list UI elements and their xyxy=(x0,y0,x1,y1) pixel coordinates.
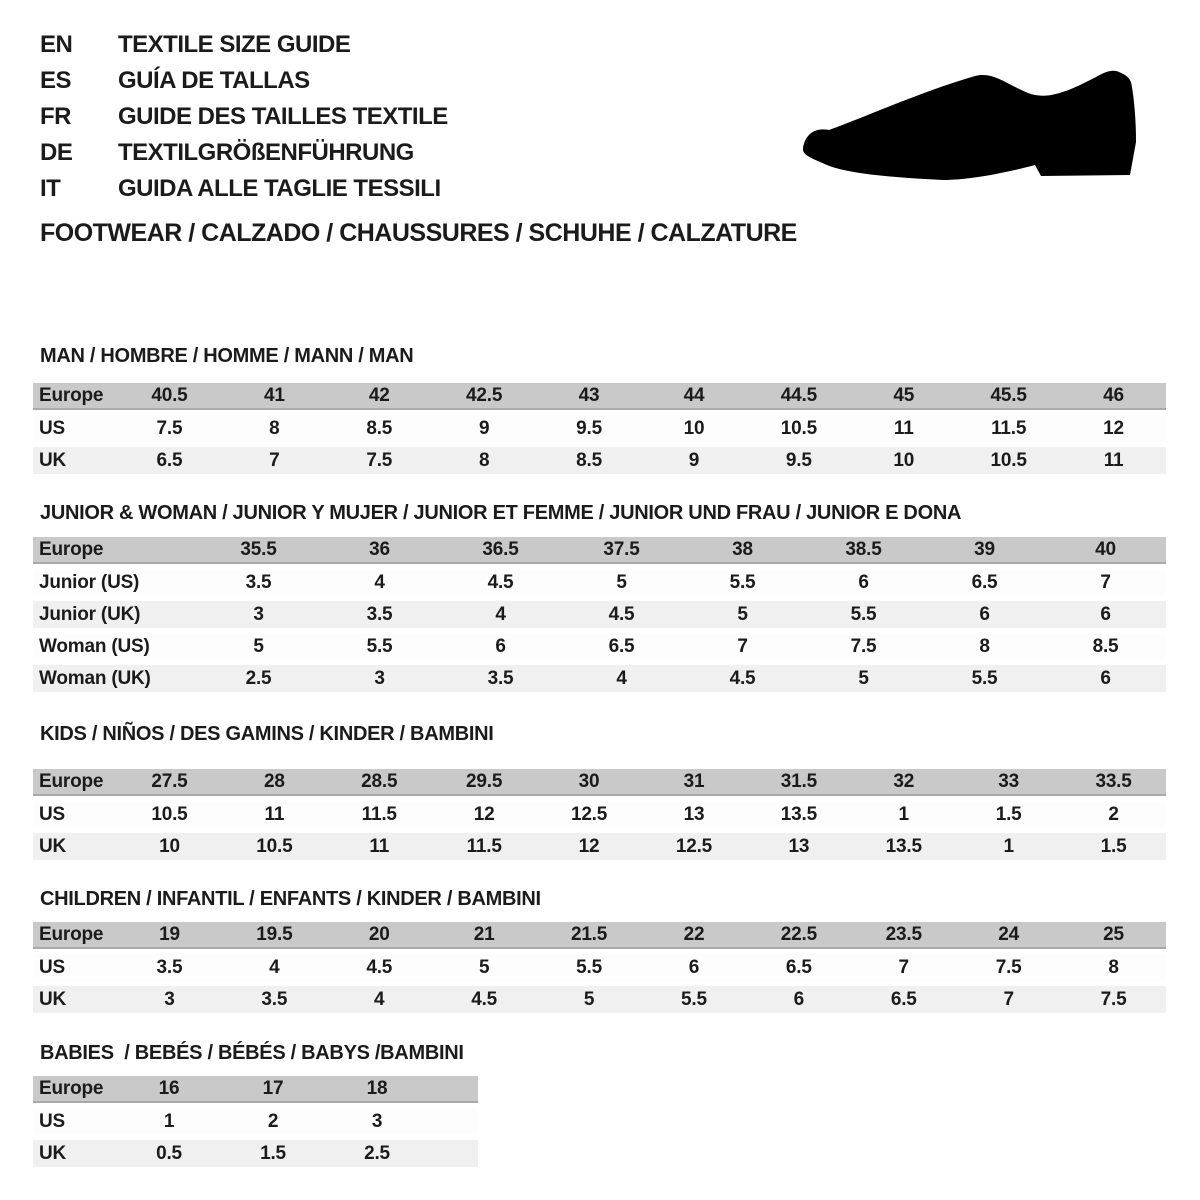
size-cell: 7 xyxy=(269,450,280,471)
category-heading: FOOTWEAR / CALZADO / CHAUSSURES / SCHUHE / CALZATURE xyxy=(40,219,797,247)
row-label: US xyxy=(39,957,65,978)
section-title-junior-woman: JUNIOR & WOMAN / JUNIOR Y MUJER / JUNIOR ET FEMME / JUNIOR UND FRAU / JUNIOR E DONA xyxy=(40,502,962,524)
size-cell: 8.5 xyxy=(1092,636,1119,657)
row-label: UK xyxy=(39,836,67,857)
table-row xyxy=(33,1108,478,1135)
size-cell: 35.5 xyxy=(240,539,277,560)
table-row xyxy=(33,1140,478,1167)
size-cell: 37.5 xyxy=(603,539,640,560)
size-cell: 33.5 xyxy=(1095,771,1132,792)
size-cell: 6.5 xyxy=(156,450,183,471)
size-cell: 1 xyxy=(1003,836,1014,857)
size-cell: 11 xyxy=(264,804,285,825)
size-table-children xyxy=(33,922,1166,1018)
size-cell: 7 xyxy=(737,636,748,657)
size-cell: 40.5 xyxy=(151,385,188,406)
size-cell: 13 xyxy=(683,804,705,825)
size-cell: 7.5 xyxy=(366,450,393,471)
size-cell: 13.5 xyxy=(885,836,922,857)
size-cell: 2.5 xyxy=(245,668,272,689)
size-cell: 42.5 xyxy=(466,385,503,406)
language-label: GUIDE DES TAILLES TEXTILE xyxy=(118,103,448,130)
table-row xyxy=(33,769,1166,796)
size-cell: 10.5 xyxy=(256,836,293,857)
size-cell: 6.5 xyxy=(785,957,812,978)
size-cell: 12 xyxy=(578,836,600,857)
size-cell: 45 xyxy=(893,385,915,406)
size-cell: 2 xyxy=(1108,804,1119,825)
language-title-block xyxy=(40,27,448,207)
section-title-man: MAN / HOMBRE / HOMME / MANN / MAN xyxy=(40,345,414,367)
language-code: DE xyxy=(40,139,73,166)
language-code: FR xyxy=(40,103,71,130)
size-cell: 23.5 xyxy=(885,924,922,945)
size-cell: 4.5 xyxy=(487,572,514,593)
table-row xyxy=(33,537,1166,564)
size-cell: 6.5 xyxy=(971,572,998,593)
size-cell: 38.5 xyxy=(845,539,882,560)
row-label: Europe xyxy=(39,539,104,560)
size-cell: 5 xyxy=(616,572,627,593)
size-cell: 2 xyxy=(267,1111,279,1132)
row-label: Europe xyxy=(39,771,104,792)
row-label: Junior (US) xyxy=(39,572,140,593)
size-cell: 6.5 xyxy=(890,989,917,1010)
size-cell: 5.5 xyxy=(576,957,602,978)
size-cell: 42 xyxy=(368,385,390,406)
size-cell: 13.5 xyxy=(780,804,817,825)
size-cell: 4 xyxy=(269,957,280,978)
table-row xyxy=(33,801,1166,828)
size-cell: 40 xyxy=(1095,539,1116,560)
table-row xyxy=(33,569,1166,596)
section-title-kids: KIDS / NIÑOS / DES GAMINS / KINDER / BAMBINI xyxy=(40,723,494,745)
size-cell: 7.5 xyxy=(850,636,877,657)
size-cell: 16 xyxy=(158,1078,180,1099)
size-cell: 7.5 xyxy=(995,957,1022,978)
size-cell: 11.5 xyxy=(361,804,397,825)
table-row xyxy=(33,1076,478,1103)
size-cell: 28.5 xyxy=(361,771,398,792)
size-cell: 10 xyxy=(683,418,705,439)
section-title-children: CHILDREN / INFANTIL / ENFANTS / KINDER / BAMBINI xyxy=(40,888,541,910)
language-row-es xyxy=(40,63,448,99)
dress-shoe-icon xyxy=(803,70,1138,185)
size-cell: 17 xyxy=(262,1078,284,1099)
size-cell: 39 xyxy=(974,539,995,560)
size-cell: 5 xyxy=(583,989,595,1010)
size-cell: 8.5 xyxy=(366,418,393,439)
size-table-junior-woman xyxy=(33,537,1166,697)
table-row xyxy=(33,665,1166,692)
size-cell: 1 xyxy=(163,1111,175,1132)
language-code: IT xyxy=(40,175,61,202)
row-label: US xyxy=(39,418,65,439)
size-cell: 8 xyxy=(1108,957,1119,978)
size-cell: 32 xyxy=(893,771,915,792)
language-code: EN xyxy=(40,31,73,58)
size-cell: 31 xyxy=(683,771,705,792)
size-cell: 20 xyxy=(368,924,390,945)
table-row xyxy=(33,633,1166,660)
size-cell: 12.5 xyxy=(570,804,608,825)
size-cell: 9 xyxy=(478,418,490,439)
language-label: GUÍA DE TALLAS xyxy=(118,67,310,94)
size-cell: 38 xyxy=(732,539,753,560)
size-cell: 41 xyxy=(263,385,285,406)
size-cell: 33 xyxy=(998,771,1019,792)
size-cell: 6 xyxy=(1100,604,1111,625)
size-cell: 27.5 xyxy=(151,771,188,792)
size-cell: 8 xyxy=(979,636,990,657)
size-cell: 43 xyxy=(578,385,600,406)
language-row-fr xyxy=(40,99,448,135)
size-cell: 36.5 xyxy=(482,539,519,560)
size-cell: 5.5 xyxy=(850,604,877,625)
size-table-kids xyxy=(33,769,1166,865)
size-cell: 22.5 xyxy=(780,924,817,945)
language-row-de xyxy=(40,135,448,171)
size-cell: 12 xyxy=(473,804,495,825)
row-label: Europe xyxy=(39,924,104,945)
size-cell: 10.5 xyxy=(780,418,817,439)
size-cell: 5 xyxy=(858,668,869,689)
size-cell: 5.5 xyxy=(729,572,756,593)
size-cell: 21 xyxy=(473,924,495,945)
size-cell: 7 xyxy=(1003,989,1014,1010)
size-cell: 12.5 xyxy=(675,836,713,857)
size-cell: 1.5 xyxy=(260,1143,286,1164)
language-row-en xyxy=(40,27,448,63)
size-cell: 2.5 xyxy=(364,1143,390,1164)
table-row xyxy=(33,601,1166,628)
size-cell: 8 xyxy=(269,418,280,439)
size-cell: 8.5 xyxy=(576,450,602,471)
size-cell: 1.5 xyxy=(995,804,1022,825)
size-cell: 13 xyxy=(788,836,810,857)
size-cell: 19.5 xyxy=(256,924,293,945)
size-cell: 5 xyxy=(253,636,264,657)
size-cell: 25 xyxy=(1103,924,1124,945)
row-label: Europe xyxy=(39,1078,104,1099)
table-row xyxy=(33,922,1166,949)
size-cell: 21.5 xyxy=(570,924,608,945)
language-code: ES xyxy=(40,67,72,94)
size-cell: 5 xyxy=(737,604,748,625)
size-cell: 29.5 xyxy=(466,771,503,792)
size-cell: 6 xyxy=(793,989,805,1010)
size-cell: 3 xyxy=(371,1111,383,1132)
row-label: Junior (UK) xyxy=(39,604,141,625)
table-row xyxy=(33,415,1166,442)
language-label: GUIDA ALLE TAGLIE TESSILI xyxy=(118,175,441,202)
size-cell: 5.5 xyxy=(366,636,393,657)
size-cell: 12 xyxy=(1103,418,1124,439)
size-cell: 36 xyxy=(369,539,390,560)
section-title-babies: BABIES / BEBÉS / BÉBÉS / BABYS /BAMBINI xyxy=(40,1042,464,1064)
size-cell: 4.5 xyxy=(608,604,635,625)
size-cell: 19 xyxy=(159,924,180,945)
table-row xyxy=(33,447,1166,474)
size-cell: 7.5 xyxy=(156,418,183,439)
size-cell: 7 xyxy=(898,957,909,978)
size-cell: 6.5 xyxy=(608,636,635,657)
size-cell: 4 xyxy=(616,668,627,689)
size-cell: 28 xyxy=(263,771,285,792)
row-label: UK xyxy=(39,989,67,1010)
language-label: TEXTILE SIZE GUIDE xyxy=(118,31,351,58)
size-cell: 4 xyxy=(495,604,506,625)
size-table-babies xyxy=(33,1076,478,1172)
size-cell: 44 xyxy=(683,385,705,406)
table-row xyxy=(33,383,1166,410)
row-label: Woman (UK) xyxy=(39,668,151,689)
size-cell: 5 xyxy=(478,957,490,978)
size-cell: 3 xyxy=(253,604,264,625)
table-row xyxy=(33,986,1166,1013)
size-cell: 6 xyxy=(858,572,869,593)
row-label: Europe xyxy=(39,385,104,406)
row-label: US xyxy=(39,804,65,825)
size-cell: 44.5 xyxy=(780,385,817,406)
size-cell: 11.5 xyxy=(466,836,502,857)
size-cell: 6 xyxy=(495,636,506,657)
size-cell: 10 xyxy=(893,450,915,471)
size-cell: 3 xyxy=(374,668,385,689)
size-cell: 6 xyxy=(688,957,700,978)
size-cell: 4 xyxy=(374,989,385,1010)
size-cell: 11.5 xyxy=(991,418,1027,439)
row-label: US xyxy=(39,1111,65,1132)
size-cell: 11 xyxy=(369,836,390,857)
row-label: Woman (US) xyxy=(39,636,150,657)
table-row xyxy=(33,833,1166,860)
size-cell: 18 xyxy=(366,1078,388,1099)
size-cell: 24 xyxy=(998,924,1019,945)
size-cell: 4.5 xyxy=(471,989,498,1010)
size-cell: 46 xyxy=(1103,385,1124,406)
size-cell: 3.5 xyxy=(245,572,272,593)
size-cell: 31.5 xyxy=(780,771,817,792)
size-cell: 10.5 xyxy=(151,804,188,825)
language-row-it xyxy=(40,171,448,207)
size-cell: 45.5 xyxy=(990,385,1027,406)
size-cell: 5.5 xyxy=(971,668,998,689)
size-cell: 0.5 xyxy=(156,1143,182,1164)
row-label: UK xyxy=(39,1143,67,1164)
size-cell: 11 xyxy=(1103,450,1124,471)
size-cell: 10.5 xyxy=(990,450,1027,471)
size-cell: 3.5 xyxy=(261,989,288,1010)
size-cell: 3.5 xyxy=(487,668,514,689)
size-cell: 3.5 xyxy=(156,957,183,978)
size-cell: 4.5 xyxy=(729,668,756,689)
size-table-man xyxy=(33,383,1166,479)
size-cell: 1 xyxy=(898,804,909,825)
size-cell: 9.5 xyxy=(576,418,602,439)
size-cell: 3 xyxy=(164,989,175,1010)
size-cell: 10 xyxy=(159,836,180,857)
size-cell: 9.5 xyxy=(785,450,812,471)
size-cell: 6 xyxy=(979,604,990,625)
size-cell: 22 xyxy=(683,924,705,945)
size-cell: 8 xyxy=(478,450,490,471)
size-cell: 6 xyxy=(1100,668,1111,689)
size-cell: 11 xyxy=(893,418,914,439)
size-cell: 30 xyxy=(578,771,600,792)
size-cell: 3.5 xyxy=(366,604,393,625)
size-cell: 9 xyxy=(688,450,700,471)
size-cell: 4 xyxy=(374,572,385,593)
size-cell: 1.5 xyxy=(1100,836,1127,857)
language-label: TEXTILGRÖßENFÜHRUNG xyxy=(118,139,414,166)
size-cell: 5.5 xyxy=(681,989,707,1010)
table-row xyxy=(33,954,1166,981)
size-cell: 4.5 xyxy=(366,957,393,978)
size-cell: 7 xyxy=(1100,572,1111,593)
size-cell: 7.5 xyxy=(1100,989,1127,1010)
row-label: UK xyxy=(39,450,67,471)
